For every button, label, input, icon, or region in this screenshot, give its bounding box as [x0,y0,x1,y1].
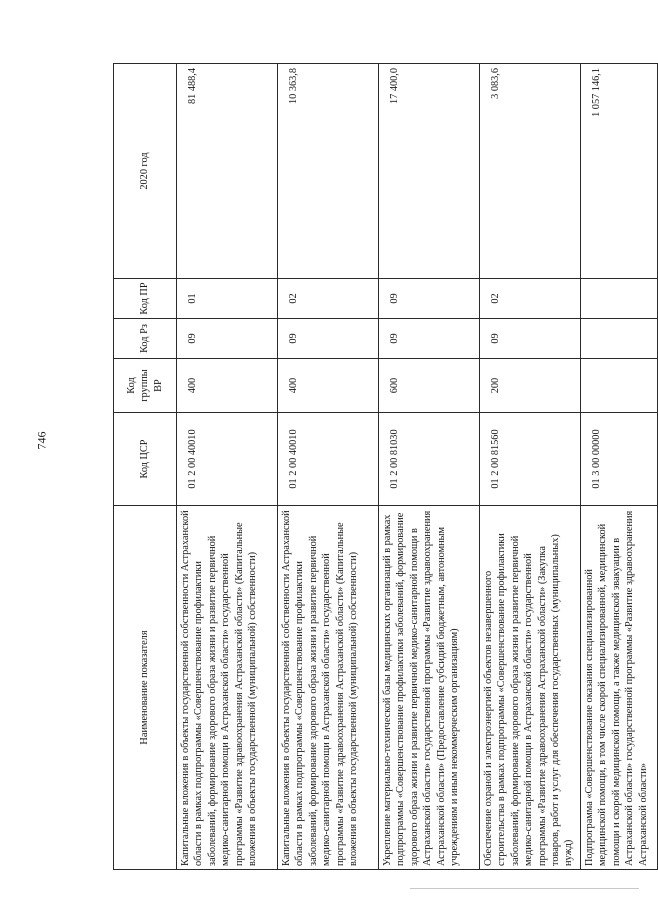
row-pr: 09 [379,279,480,319]
row-pr: 01 [177,279,278,319]
row-vr [581,359,658,413]
row-name: Укрепление материально-технической базы медицинских организаций в рамках подпрограммы «Совершенствование профилактики заболеваний, формирование здорового образа жизни и развитие первичной медико-санитарной помощи в Астраханской области» государственной программы «Развитие здравоохранения Астраханской области» (Предоставление субсидий бюджетным, автономным учреждениям и иным некоммерческим организациям) [379,506,480,870]
table-row [480,64,581,870]
row-amount: 81 488,4 [177,64,278,279]
row-pr [581,279,658,319]
header-year: 2020 год [114,64,177,279]
row-vr: 400 [177,359,278,413]
row-csr: 01 3 00 00000 [581,413,658,506]
row-rz: 09 [177,319,278,359]
row-name: Подпрограмма «Совершенствование оказания специализированной медицинской помощи, в том числе скорой специализированной, медицинской помощи и скорой медицинской помощи, а также медицинской эвакуации в Астраханской области» государственной программы «Развитие здравоохранения Астраханской области» [581,506,658,870]
row-vr: 400 [278,359,379,413]
row-vr: 600 [379,359,480,413]
page-number [34,420,50,460]
table-row [177,64,278,870]
row-csr: 01 2 00 40010 [177,413,278,506]
row-csr: 01 2 00 81560 [480,413,581,506]
rotated-table-container [113,64,649,870]
row-amount: 10 363,8 [278,64,379,279]
header-csr: Код ЦСР [114,413,177,506]
row-pr: 02 [278,279,379,319]
header-name: Наименование показателя [114,506,177,870]
header-vr: Код группы ВР [114,359,177,413]
row-rz: 09 [278,319,379,359]
budget-table [113,63,658,870]
row-name: Обеспечение охраной и электроэнергией объектов незавершенного строительства в рамках подпрограммы «Совершенствование профилактики заболеваний, формирование здорового образа жизни и развитие первичной медико-санитарной помощи в Астраханской области» государственной программы «Развитие здравоохранения Астраханской области» (Закупка товаров, работ и услуг для обеспечения государственных (муниципальных) нужд) [480,506,581,870]
row-pr: 02 [480,279,581,319]
table-row [379,64,480,870]
row-amount: 1 057 146,1 [581,64,658,279]
table-row [581,64,658,870]
row-csr: 01 2 00 81030 [379,413,480,506]
row-rz: 09 [379,319,480,359]
table-row [278,64,379,870]
row-amount: 17 400,0 [379,64,480,279]
row-vr: 200 [480,359,581,413]
header-pr: Код ПР [114,279,177,319]
table-header-row [114,64,177,870]
row-amount: 3 083,6 [480,64,581,279]
page-number-text: 746 [34,431,49,449]
row-rz [581,319,658,359]
header-rz: Код Рз [114,319,177,359]
row-csr: 01 2 00 40010 [278,413,379,506]
row-rz: 09 [480,319,581,359]
table-wrapper [113,64,649,870]
row-name: Капитальные вложения в объекты государственной собственности Астраханской области в рамках подпрограммы «Совершенствование профилактики заболеваний, формирование здорового образа жизни и развитие первичной медико-санитарной помощи в Астраханской области» государственной программы «Развитие здравоохранения Астраханской области» (Капитальные вложения в объекты государственной (муниципальной) собственности) [177,506,278,870]
bottom-edge-line [410,888,639,889]
row-name: Капитальные вложения в объекты государственной собственности Астраханской области в рамках подпрограммы «Совершенствование профилактики заболеваний, формирование здорового образа жизни и развитие первичной медико-санитарной помощи в Астраханской области» государственной программы «Развитие здравоохранения Астраханской области» (Капитальные вложения в объекты государственной (муниципальной) собственности) [278,506,379,870]
